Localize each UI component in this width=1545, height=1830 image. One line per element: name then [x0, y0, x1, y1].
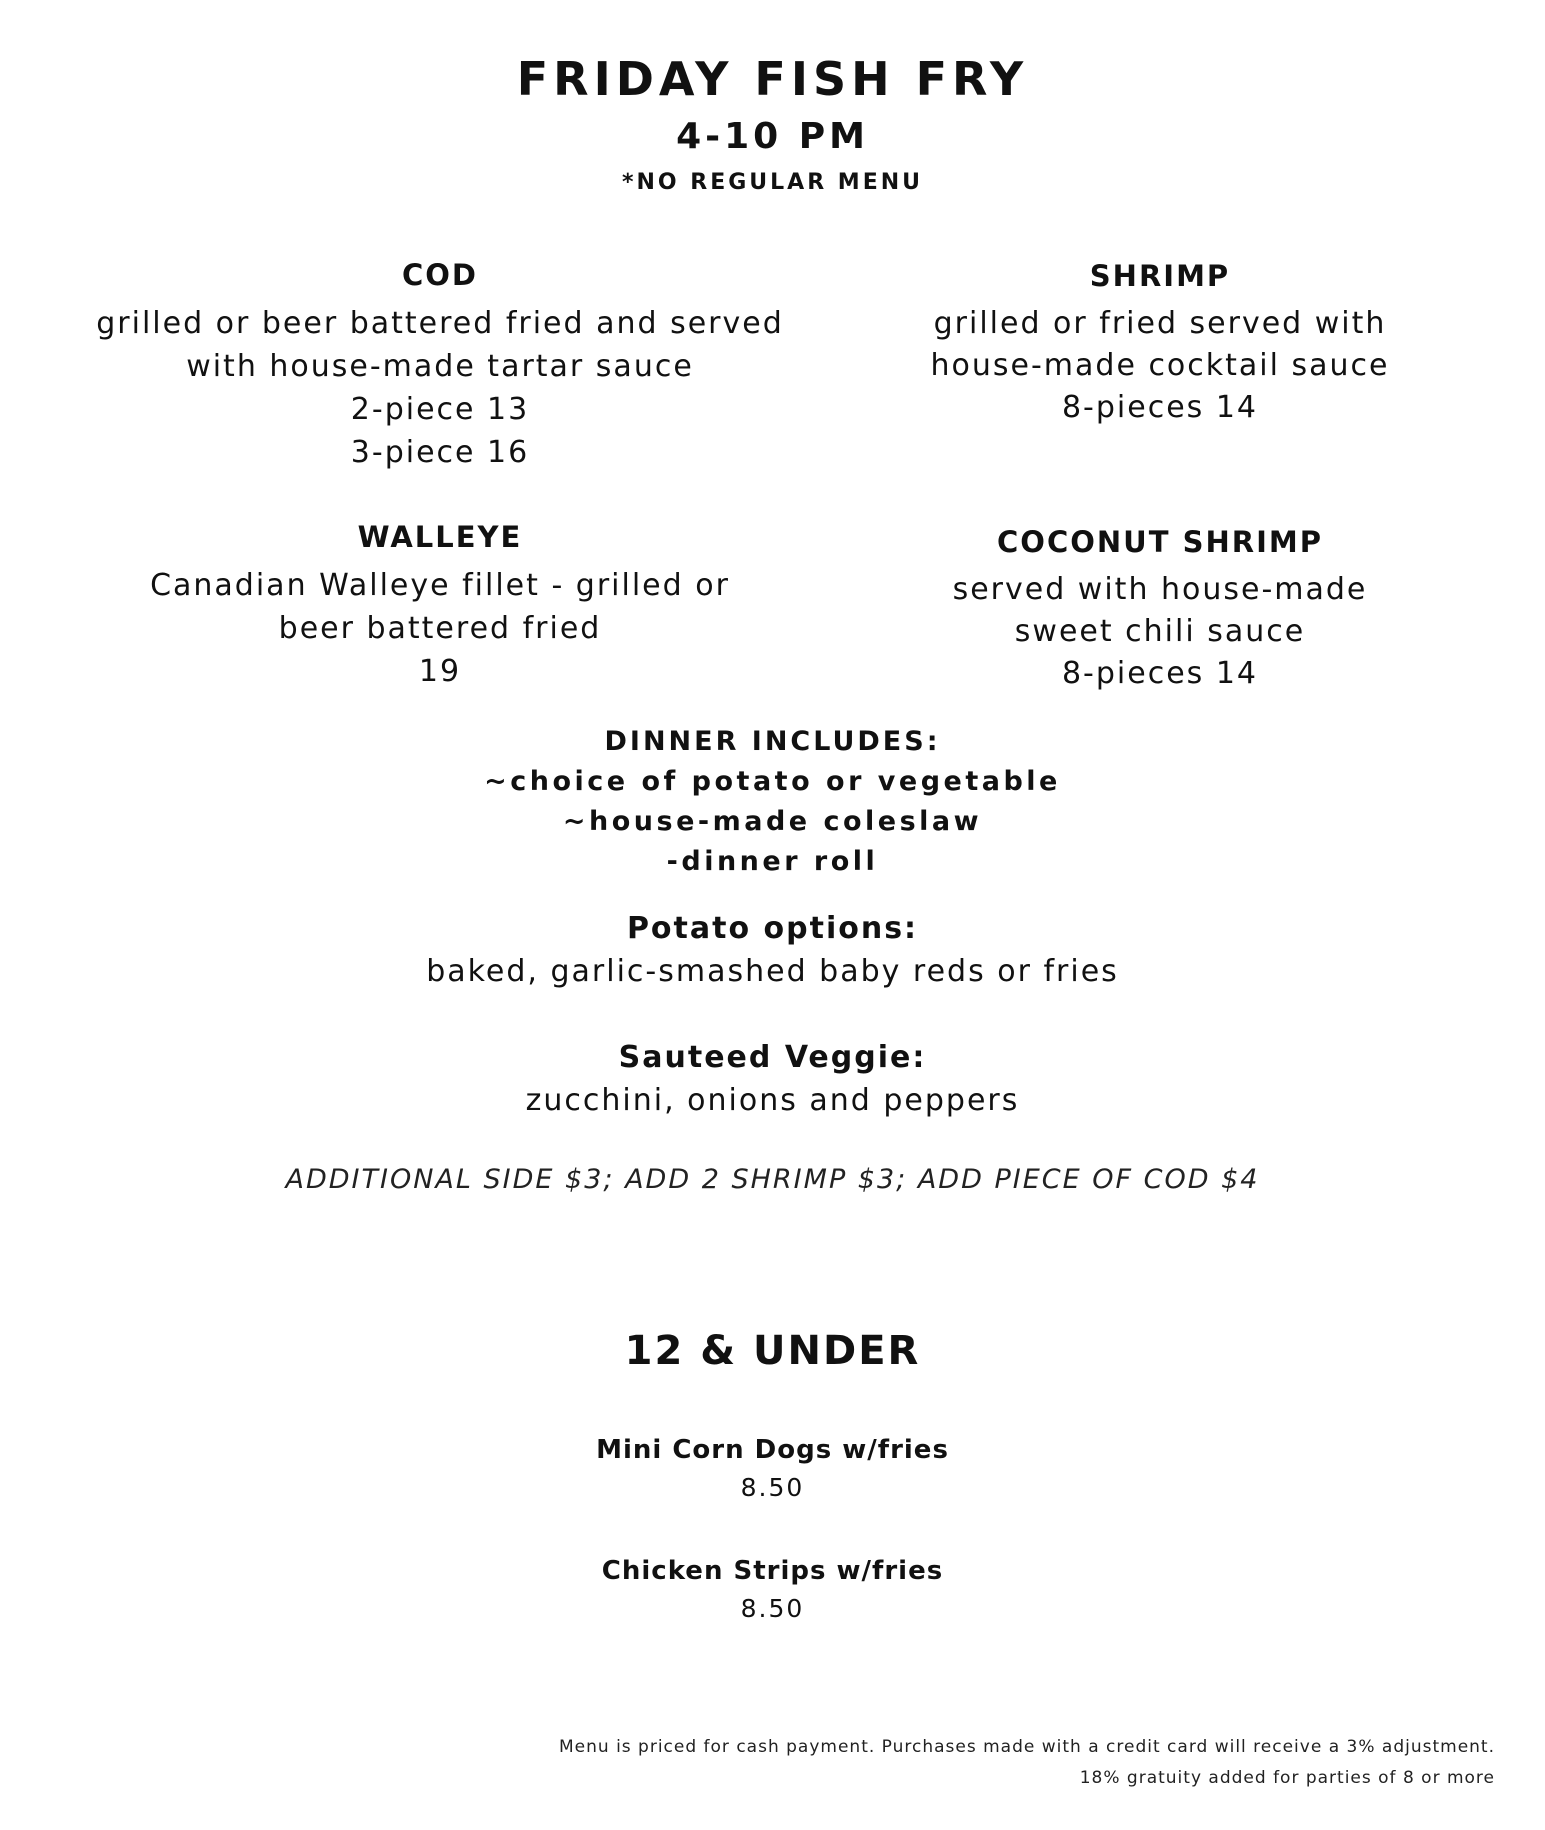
dinner-includes-heading: DINNER INCLUDES:: [604, 726, 941, 757]
menu-title: FRIDAY FISH FRY: [516, 52, 1029, 106]
item-price: 19: [418, 654, 462, 689]
item-line: grilled or fried served with: [933, 306, 1387, 341]
additional-charges: ADDITIONAL SIDE $3; ADD 2 SHRIMP $3; ADD PIECE OF COD $4: [285, 1164, 1260, 1195]
potato-options-heading: Potato options:: [626, 911, 919, 946]
item-description: [40, 564, 840, 693]
menu-hours: 4-10 PM: [676, 116, 869, 157]
item-line: grilled or beer battered fried and served: [96, 306, 784, 341]
item-line: beer battered fried: [278, 611, 602, 646]
menu-item-cod: [40, 258, 840, 474]
item-line: sweet chili sauce: [1014, 614, 1306, 649]
item-line: served with house-made: [952, 572, 1368, 607]
item-price: 8-pieces 14: [1061, 390, 1259, 425]
kids-item: [0, 1556, 1545, 1623]
item-description: [840, 303, 1480, 429]
footer-payment-note: Menu is priced for cash payment. Purchases made with a credit card will receive a 3% adjustment.: [558, 1737, 1495, 1757]
veggie-options-text: zucchini, onions and peppers: [525, 1083, 1020, 1118]
dinner-includes-line: ~choice of potato or vegetable: [484, 766, 1061, 797]
dinner-includes-line: -dinner roll: [666, 846, 879, 877]
veggie-options: [0, 1040, 1545, 1118]
footer-gratuity-note: 18% gratuity added for parties of 8 or more: [1079, 1768, 1495, 1788]
kids-menu-title: 12 & UNDER: [624, 1328, 921, 1374]
item-line: house-made cocktail sauce: [930, 348, 1390, 383]
menu-note: *NO REGULAR MENU: [621, 170, 923, 195]
item-name: WALLEYE: [357, 520, 523, 554]
veggie-options-heading: Sauteed Veggie:: [618, 1040, 927, 1075]
dinner-includes-line: ~house-made coleslaw: [562, 806, 983, 837]
item-price: 8-pieces 14: [1061, 656, 1259, 691]
potato-options: [0, 911, 1545, 989]
menu-item-walleye: [40, 520, 840, 693]
item-name: SHRIMP: [1089, 259, 1231, 293]
item-price: 3-piece 16: [350, 435, 530, 470]
menu-item-coconut-shrimp: [840, 525, 1480, 695]
item-name: COCONUT SHRIMP: [997, 525, 1323, 559]
item-description: [40, 302, 840, 474]
item-name: COD: [401, 258, 478, 292]
kids-item-price: 8.50: [740, 1594, 805, 1623]
item-line: with house-made tartar sauce: [186, 349, 694, 384]
potato-options-text: baked, garlic-smashed baby reds or fries: [426, 954, 1119, 989]
kids-item: [0, 1435, 1545, 1502]
menu-item-shrimp: [840, 259, 1480, 429]
item-line: Canadian Walleye fillet - grilled or: [150, 568, 730, 603]
item-price: 2-piece 13: [350, 392, 530, 427]
item-description: [840, 569, 1480, 695]
dinner-includes: [0, 722, 1545, 882]
kids-item-name: Chicken Strips w/fries: [601, 1556, 944, 1586]
kids-item-price: 8.50: [740, 1473, 805, 1502]
kids-item-name: Mini Corn Dogs w/fries: [596, 1435, 949, 1465]
